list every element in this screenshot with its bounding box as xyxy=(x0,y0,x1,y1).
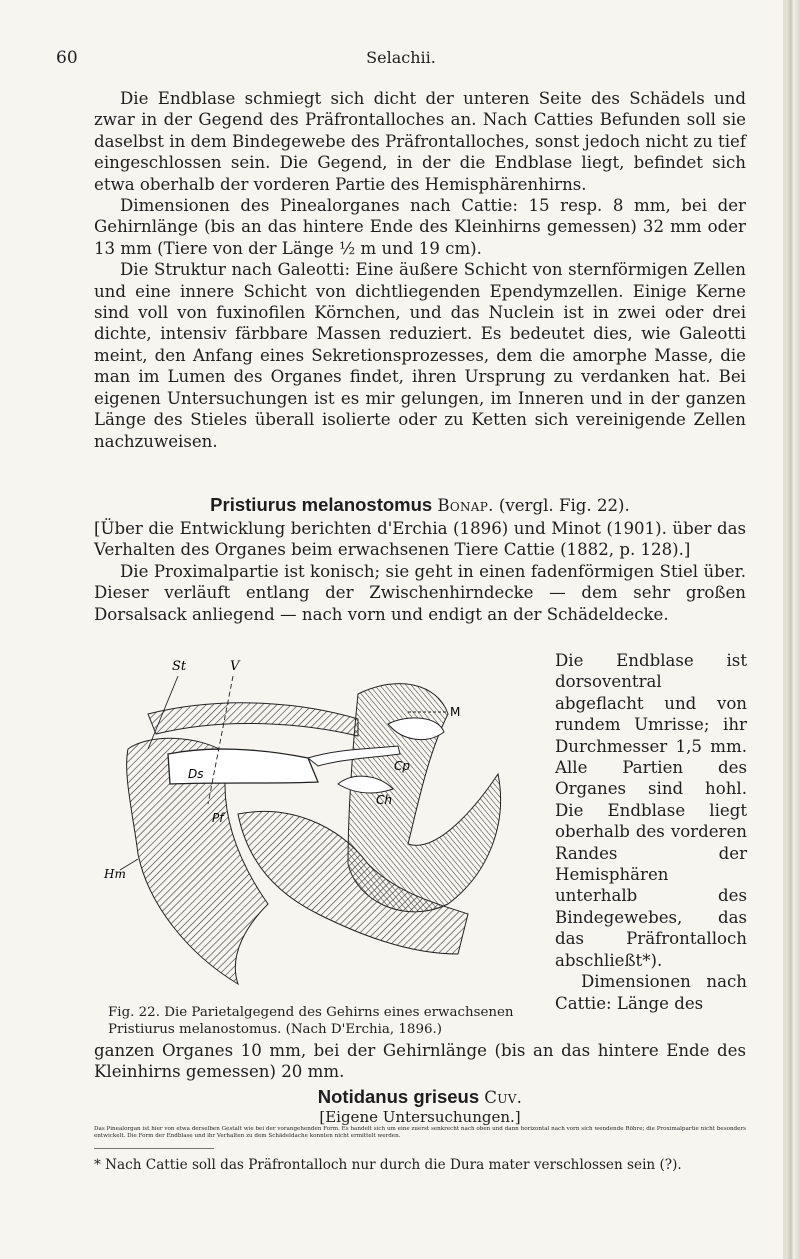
paragraph-endblase: Die Endblase schmiegt sich dicht der unteren Seite des Schädels und zwar in der Gegend des Präfrontalloches an. Nach Catties Befunden soll sie daselbst in dem Bindegewebe des Präfrontalloches, sonst jedoch nicht zu tief eingeschlossen sein. Die Gegend, in der die Endblase liegt, befindet sich etwa oberhalb der vorderen Partie des Hemisphärenhirns. xyxy=(94,89,746,194)
label-hm: Hm xyxy=(104,867,126,881)
literature-note: [Über die Entwicklung berichten d'Erchia (1896) und Minot (1901). über das Verhalten des Organes beim erwachsenen Tiere Cattie (1882, p. 128).] xyxy=(94,519,746,560)
section-heading-notidanus xyxy=(94,1086,746,1108)
running-header xyxy=(56,48,746,72)
label-ds: Ds xyxy=(188,767,204,781)
paragraph-dimensions: Dimensionen des Pinealorganes nach Cattie: 15 resp. 8 mm, bei der Gehirnlänge (bis an das hintere Ende des Kleinhirns gemessen) 32 mm oder 13 mm (Tiere von der Länge ½ m und 19 cm). xyxy=(94,196,746,258)
label-cp: Cp xyxy=(394,759,410,773)
side-dimensions: Dimensionen nach Cattie: Länge des xyxy=(555,972,747,1013)
pristiurus-text xyxy=(94,518,746,625)
footnote-rule xyxy=(94,1148,214,1149)
running-title: Selachii. xyxy=(366,48,436,67)
species-author: Bonap. xyxy=(437,496,494,515)
label-pf: Pf xyxy=(212,811,224,825)
paragraph-proximalpartie: Die Proximalpartie ist konisch; sie geht in einen fadenförmigen Stiel über. Dieser verläuft entlang der Zwischenhirndecke — dem sehr großen Dorsalsack anliegend — nach vorn und endigt an der Schädeldecke. xyxy=(94,561,746,624)
intro-text xyxy=(94,88,746,452)
notidanus-bracket: [Eigene Untersuchungen.] xyxy=(319,1108,521,1126)
page-edge xyxy=(786,0,800,1259)
label-st: St xyxy=(172,659,187,674)
figure-caption: Fig. 22. Die Parietalgegend des Gehirns eines erwachsenen Pristiurus melanostomus. (Nach D'Erchia, 1896.) xyxy=(108,1005,514,1037)
skull-roof xyxy=(148,703,358,736)
species-author-2: Cuv. xyxy=(484,1088,523,1107)
label-v: V xyxy=(230,659,240,674)
notidanus-text xyxy=(94,1108,746,1126)
section-heading-pristiurus xyxy=(94,494,746,516)
paragraph-struktur: Die Struktur nach Galeotti: Eine äußere Schicht von sternförmigen Zellen und eine innere Schicht von dichtliegenden Ependymzellen. Einige Kerne sind voll von fuxinofilen Körnchen, und das Nuclein ist in zwei oder drei dichte, intensiv färbbare Massen reduziert. Es bedeutet dies, wie Galeotti meint, den Anfang eines Sekretionsprozesses, dem die amorphe Masse, die man im Lumen des Organes findet, ihren Ursprung zu verdanken hat. Bei eigenen Untersuchungen ist es mir gelungen, im Inneren und in der ganzen Länge des Stieles überall isolierte oder zu Ketten sich vereinigende Zellen nachzuweisen. xyxy=(94,260,746,451)
paragraph-notidanus: Das Pinealorgan ist hier von etwa derselben Gestalt wie bei der vorangehenden Form. Es handelt sich um eine zuerst senkrecht nach oben und dann horizontal nach vorn sich wendende Röhre; die Proximalpartie nicht besonders entwickelt. Die Form der Endblase und ihr Verhalten zu dem Schädeldache konnten nicht ermittelt werden. xyxy=(94,1126,746,1139)
page-number: 60 xyxy=(56,48,78,68)
label-m: M xyxy=(450,705,461,719)
footnote: * Nach Cattie soll das Präfrontalloch nur durch die Dura mater verschlossen sein (?). xyxy=(94,1157,682,1173)
label-ch: Ch xyxy=(376,793,392,807)
species-name-2: Notidanus griseus xyxy=(317,1086,480,1107)
side-paragraph: Die Endblase ist dorsoventral abgeflacht und von rundem Umrisse; ihr Durchmesser 1,5 mm. Alle Partien des Organes sind hohl. Die Endblase liegt oberhalb des vorderen Randes der Hemisphären unterhalb des Bindegewebes, das das Präfrontalloch abschließt*). xyxy=(555,651,747,970)
species-name: Pristiurus melanostomus xyxy=(210,494,433,515)
continuation-text: ganzen Organes 10 mm, bei der Gehirnlänge (bis an das hintere Ende des Kleinhirns gemessen) 20 mm. xyxy=(94,1041,746,1082)
figure-22-drawing xyxy=(104,654,546,994)
figure-side-text xyxy=(555,650,747,1014)
figure-reference: (vergl. Fig. 22). xyxy=(498,496,630,515)
